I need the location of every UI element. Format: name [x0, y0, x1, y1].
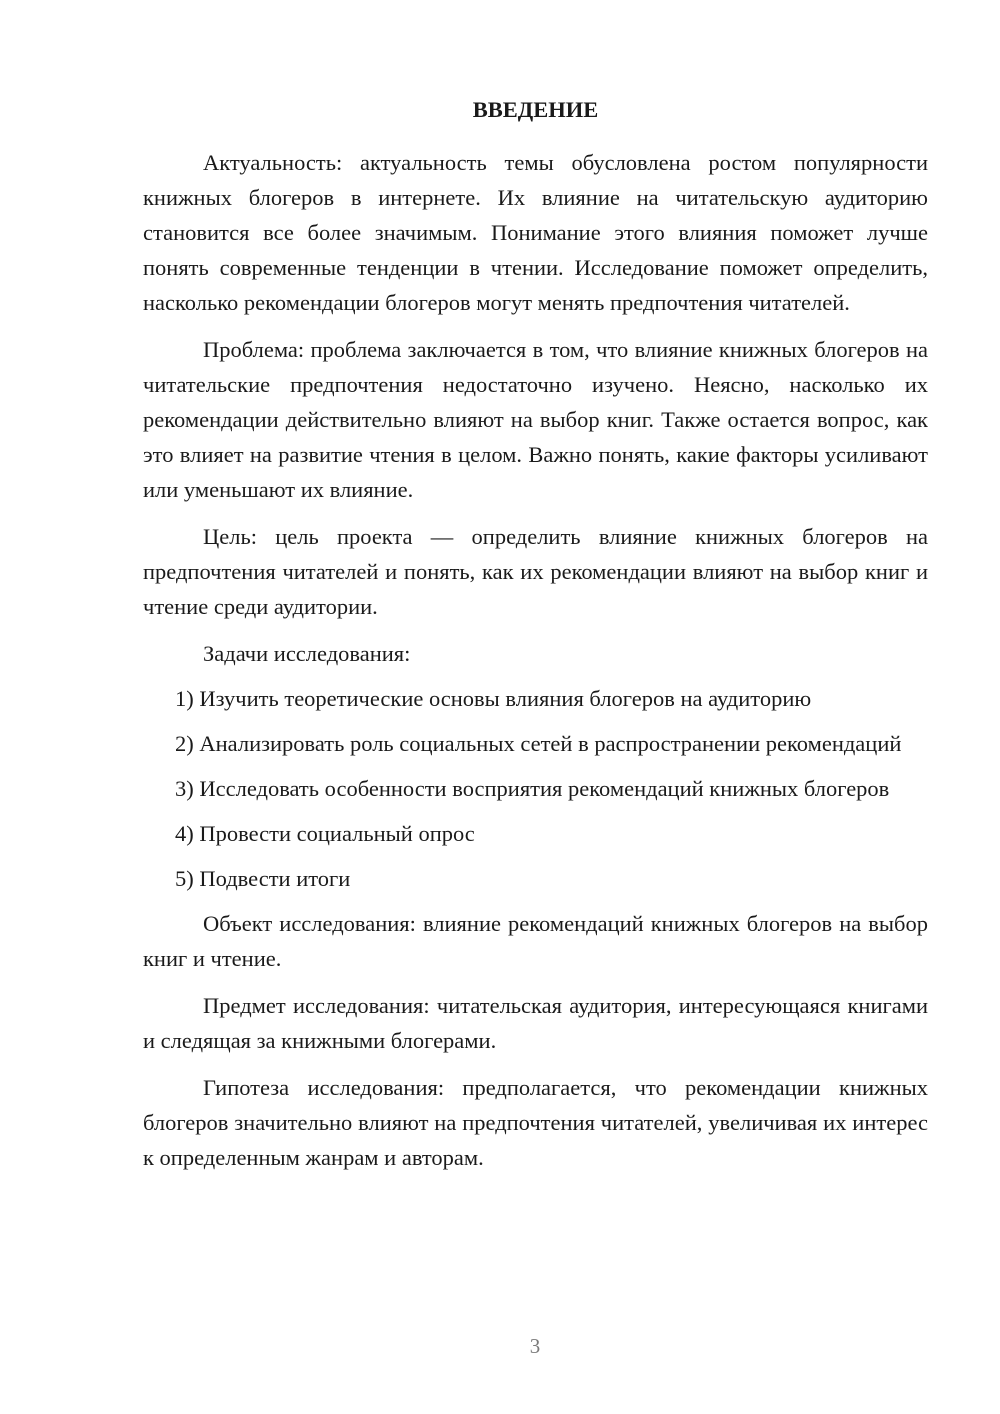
problem-paragraph: Проблема: проблема заключается в том, что влияние книжных блогеров на читательские предпочтения недостаточно изучено. Неясно, насколько их рекомендации действительно влияют на выбор книг. Также остается вопрос, как это влияет на развитие чтения в целом. Важно понять, какие факторы усиливают или уменьшают их влияние. [143, 337, 928, 502]
page-number: 3 [529, 1334, 541, 1358]
relevance-paragraph: Актуальность: актуальность темы обусловлена ростом популярности книжных блогеров в интернете. Их влияние на читательскую аудиторию становится все более значимым. Понимание этого влияния поможет лучше понять современные тенденции в чтении. Исследование поможет определить, насколько рекомендации блогеров могут менять предпочтения читателей. [143, 150, 928, 315]
task-item: 2) Анализировать роль социальных сетей в распространении рекомендаций [175, 731, 902, 756]
task-item: 4) Провести социальный опрос [175, 821, 475, 846]
task-item: 1) Изучить теоретические основы влияния блогеров на аудиторию [175, 686, 812, 711]
hypothesis-paragraph: Гипотеза исследования: предполагается, что рекомендации книжных блогеров значительно влияют на предпочтения читателей, увеличивая их интерес к определенным жанрам и авторам. [143, 1075, 928, 1170]
subject-paragraph: Предмет исследования: читательская аудитория, интересующаяся книгами и следящая за книжными блогерами. [143, 993, 928, 1053]
object-paragraph: Объект исследования: влияние рекомендаций книжных блогеров на выбор книг и чтение. [143, 911, 928, 971]
tasks-heading: Задачи исследования: [203, 641, 411, 666]
document-page [143, 95, 928, 1187]
task-item: 3) Исследовать особенности восприятия рекомендаций книжных блогеров [175, 776, 890, 801]
task-item: 5) Подвести итоги [175, 866, 351, 891]
goal-paragraph: Цель: цель проекта — определить влияние книжных блогеров на предпочтения читателей и понять, как их рекомендации влияют на выбор книг и чтение среди аудитории. [143, 524, 928, 619]
section-title: ВВЕДЕНИЕ [472, 97, 599, 122]
